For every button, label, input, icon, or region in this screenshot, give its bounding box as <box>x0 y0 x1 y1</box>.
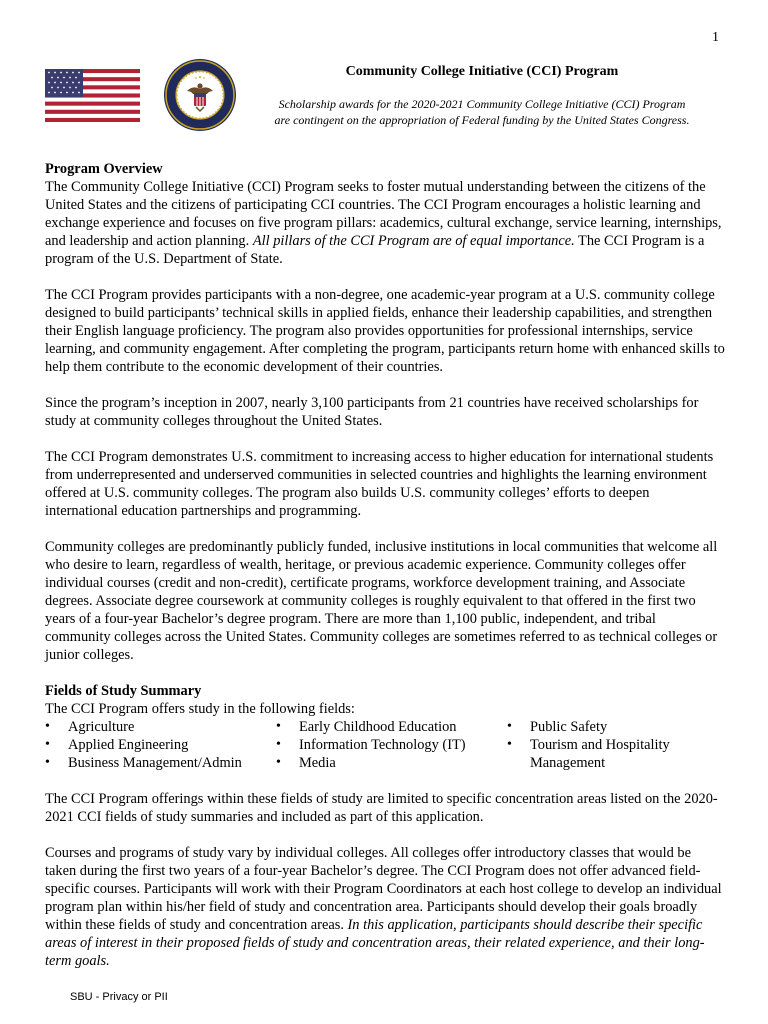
list-item: • Information Technology (IT) <box>276 736 507 754</box>
overview-paragraph-1-emphasis: All pillars of the CCI Program are of equal importance. <box>252 233 575 249</box>
document-title: Community College Initiative (CCI) Program <box>345 64 619 79</box>
overview-paragraph-1 <box>45 178 725 268</box>
department-of-state-seal-icon <box>163 58 237 132</box>
us-flag-icon <box>45 69 140 122</box>
overview-paragraph-4: The CCI Program demonstrates U.S. commitment to increasing access to higher education for international students from underrepresented and underserved communities in selected countries and highlights the learning environment offered at U.S. community colleges. The program also builds U.S. community colleges’ efforts to deepen international education partnerships and programming. <box>45 449 714 519</box>
fields-column-2 <box>276 718 507 772</box>
fields-paragraph-2-emphasis: In this application, participants should describe their specific areas of interest in their proposed fields of study and concentration areas, their related experience, and their long-term goals. <box>45 917 705 969</box>
list-item: • Applied Engineering <box>45 736 276 754</box>
overview-paragraph-5: Community colleges are predominantly publicly funded, inclusive institutions in local communities that welcome all who desire to learn, regardless of wealth, heritage, or previous academic experience. Community colleges offer individual courses (credit and non-credit), certificate programs, workforce development training, and Associate degrees. Associate degree coursework at community colleges is roughly equivalent to that offered in the first two years of a four-year Bachelor’s degree program. There are more than 1,100 public, independent, and tribal community colleges across the United States. Community colleges are sometimes referred to as technical colleges or junior colleges. <box>45 539 718 663</box>
classification-footer: SBU - Privacy or PII <box>70 991 168 1003</box>
funding-disclaimer-line-1: Scholarship awards for the 2020-2021 Community College Initiative (CCI) Program <box>278 97 686 111</box>
fields-intro: The CCI Program offers study in the following fields: <box>45 701 355 717</box>
fields-paragraph-1: The CCI Program offerings within these fields of study are limited to specific concentration areas listed on the 2020-2021 CCI fields of study summaries and included as part of this application. <box>45 791 718 825</box>
list-item: • Public Safety <box>507 718 725 736</box>
list-item: • Media <box>276 754 507 772</box>
funding-disclaimer <box>252 96 712 128</box>
program-overview-heading: Program Overview <box>45 161 163 177</box>
list-item: • Business Management/Admin <box>45 754 276 772</box>
list-item: • Tourism and Hospitality Management <box>507 736 725 772</box>
list-item: • Early Childhood Education <box>276 718 507 736</box>
overview-paragraph-1-text-a: The Community College Initiative (CCI) Program seeks to foster mutual understanding between the citizens of the United States and the citizens of participating CCI countries. The CCI Program encourages a holistic learning and exchange experience and focuses on five program pillars: academics, cultural exchange, service learning, internships, and leadership and action planning. <box>45 179 722 249</box>
list-item: • Agriculture <box>45 718 276 736</box>
fields-column-1 <box>45 718 276 772</box>
document-body <box>45 160 725 988</box>
overview-paragraph-2: The CCI Program provides participants with a non-degree, one academic-year program at a U.S. community college designed to build participants’ technical skills in applied fields, enhance their leadership capabilities, and strengthen their English language proficiency. The program also provides opportunities for professional internships, service learning, and community engagement. After completing the program, participants return home with enhanced skills to help them contribute to the economic development of their countries. <box>45 287 725 375</box>
fields-paragraph-2-text: Courses and programs of study vary by individual colleges. All colleges offer introductory classes that would be taken during the first two years of a four-year Bachelor’s degree. The CCI Program does not offer advanced field-specific courses. Participants will work with their Program Coordinators at each host college to develop an individual program plan within his/her field of study and concentration area. Participants should develop their goals broadly within these fields of study and concentration areas. <box>45 845 722 933</box>
overview-paragraph-1-text-b: The CCI Program is a program of the U.S. Department of State. <box>45 233 705 267</box>
fields-column-3 <box>507 718 725 772</box>
fields-of-study-heading: Fields of Study Summary <box>45 683 202 699</box>
fields-paragraph-2 <box>45 844 725 970</box>
funding-disclaimer-line-2: are contingent on the appropriation of Federal funding by the United States Congress. <box>274 113 690 127</box>
page-number: 1 <box>712 30 719 45</box>
fields-list <box>45 718 725 772</box>
overview-paragraph-3: Since the program’s inception in 2007, nearly 3,100 participants from 21 countries have received scholarships for study at community colleges throughout the United States. <box>45 395 699 429</box>
